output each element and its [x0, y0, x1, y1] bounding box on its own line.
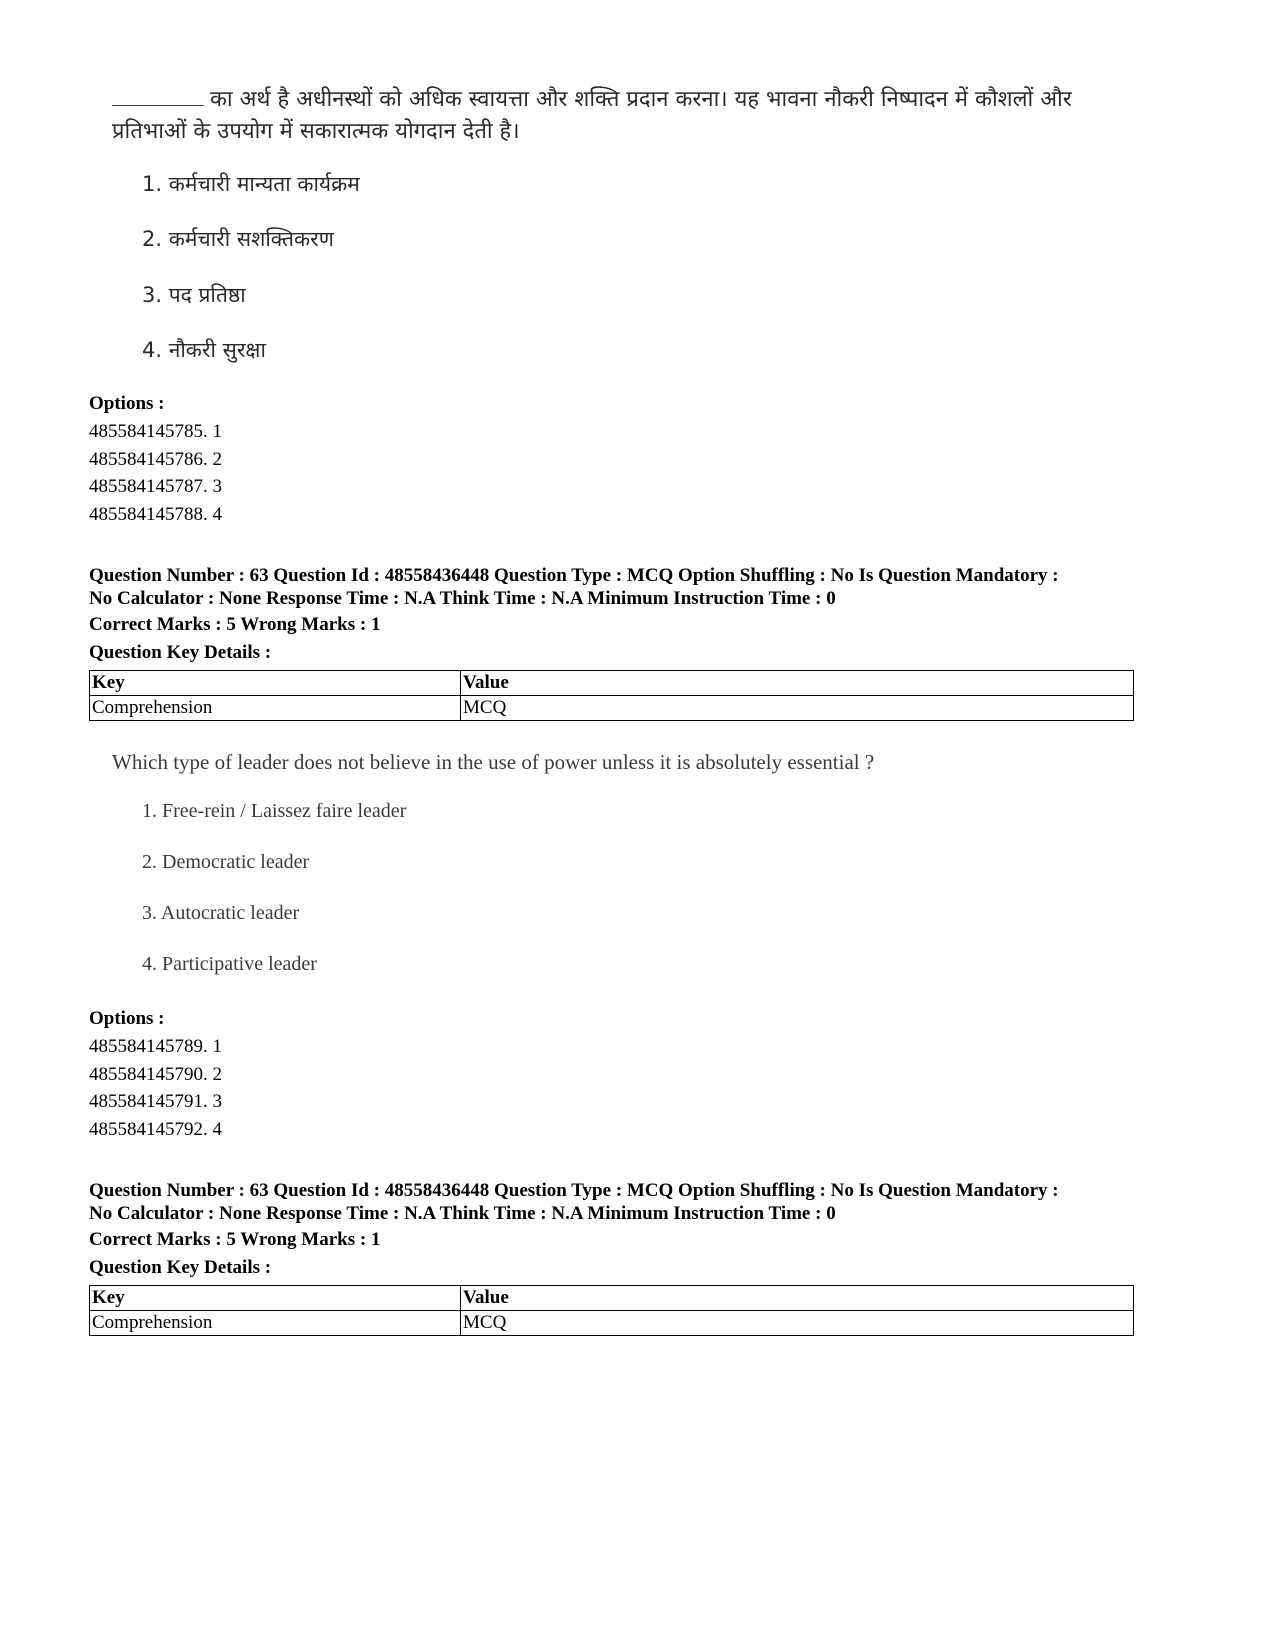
- choice-2: 2. Democratic leader: [142, 851, 310, 873]
- question-stem: Which type of leader does not believe in the use of power unless it is absolutely essential ?: [112, 750, 875, 774]
- choice-4: 4. नौकरी सुरक्षा: [142, 338, 266, 362]
- fill-blank: [112, 87, 204, 106]
- choice-2: 2. कर्मचारी सशक्तिकरण: [142, 227, 334, 251]
- option-item: 485584145785. 1: [89, 421, 222, 442]
- choice-3: 3. Autocratic leader: [142, 902, 300, 924]
- choice-1: 1. कर्मचारी मान्यता कार्यक्रम: [142, 172, 360, 196]
- option-item: 485584145786. 2: [89, 448, 222, 470]
- options-label: Options :: [89, 393, 165, 414]
- question-image-hindi: [112, 84, 1132, 374]
- question-meta: Question Number : 63 Question Id : 48558436448 Question Type : MCQ Option Shuffling : No Is Question Mandatory : No Calculator : None Response Time : N.A Think Time : N.A Minimum Instruction Time : 0: [89, 1180, 1059, 1224]
- table-row: [90, 696, 1134, 721]
- question-stem: का अर्थ है अधीनस्थों को अधिक स्वायत्ता और शक्ति प्रदान करना। यह भावना नौकरी निष्पादन में कौशलों और प्रतिभाओं के उपयोग में सकारात्मक योगदान देती है।: [112, 87, 1072, 144]
- key-details-table: [89, 670, 1134, 721]
- options-list: [89, 1033, 222, 1143]
- header-key: Key: [90, 1286, 461, 1311]
- option-item: 485584145790. 2: [89, 1063, 222, 1085]
- marks-line: Correct Marks : 5 Wrong Marks : 1: [89, 614, 381, 635]
- options-list: [89, 418, 222, 528]
- choice-4: 4. Participative leader: [142, 953, 317, 975]
- table-row: [90, 1311, 1134, 1336]
- key-details-label: Question Key Details :: [89, 642, 272, 663]
- cell-value: MCQ: [461, 1311, 1134, 1336]
- header-value: Value: [461, 671, 1134, 696]
- cell-value: MCQ: [461, 696, 1134, 721]
- cell-key: Comprehension: [90, 1311, 461, 1336]
- option-item: 485584145787. 3: [89, 476, 222, 497]
- question-image-english: [112, 748, 1132, 988]
- choice-1: 1. Free-rein / Laissez faire leader: [142, 800, 407, 822]
- options-label: Options :: [89, 1008, 165, 1029]
- key-details-table: [89, 1285, 1134, 1336]
- table-header-row: [90, 671, 1134, 696]
- header-key: Key: [90, 671, 461, 696]
- table-header-row: [90, 1286, 1134, 1311]
- key-details-label: Question Key Details :: [89, 1257, 272, 1278]
- option-item: 485584145791. 3: [89, 1091, 222, 1112]
- option-item: 485584145789. 1: [89, 1036, 222, 1057]
- cell-key: Comprehension: [90, 696, 461, 721]
- option-item: 485584145788. 4: [89, 503, 222, 525]
- question-meta: Question Number : 63 Question Id : 48558436448 Question Type : MCQ Option Shuffling : No Is Question Mandatory : No Calculator : None Response Time : N.A Think Time : N.A Minimum Instruction Time : 0: [89, 565, 1059, 609]
- option-item: 485584145792. 4: [89, 1118, 222, 1140]
- header-value: Value: [461, 1286, 1134, 1311]
- marks-line: Correct Marks : 5 Wrong Marks : 1: [89, 1229, 381, 1250]
- choice-3: 3. पद प्रतिष्ठा: [142, 283, 246, 307]
